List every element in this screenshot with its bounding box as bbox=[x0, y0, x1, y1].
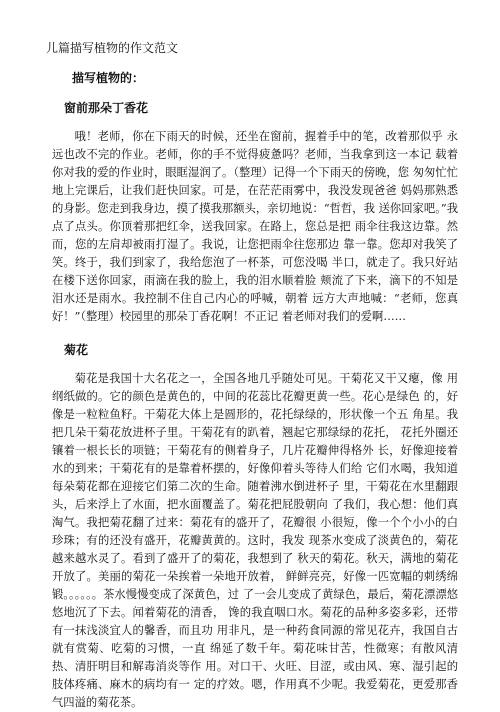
essay-title-lilac: 窗前那朵丁香花 bbox=[64, 101, 149, 115]
section-spacer bbox=[52, 326, 458, 342]
essay-body-lilac: 哦！老师，你在下雨天的时候，还坐在窗前，握着手中的笔，改着那似乎 永远也改不完的作业。老师，你的手不觉得疲惫吗？老师，当我拿到这一本记 载着你对我的爱的作业时，眼眶湿润了。（整理）记得一个下雨天的傍晚，您 匆匆忙忙地上完课后，让我们赶快回家。可是，在茫茫雨雾中，我没发现爸爸 妈妈那熟悉的身影。您走到我身边，摸了摸我那额头，亲切地说：“哲哲，我 送你回家吧。”我点了点头。你顶着那把红伞，送我回家。在路上，您总是把 雨伞往我这边靠。然而，您的左肩却被雨打湿了。我说，让您把雨伞往您那边 靠一靠。您却对我笑了笑。终于，我们到家了，我给您泡了一杯茶，可您没喝 半口，就走了。我只好站在楼下送你回家，雨滴在我的脸上，我的泪水顺着脸 颊流了下来，滴下的不知是泪水还是雨水。我控制不住自己内心的呼喊，朝着 远方大声地喊：“老师，您真好！”（整理）校园里的那朵丁香花啊！不正记 着老师对我们的爱啊…… bbox=[52, 130, 458, 323]
essay-title-chrysanthemum: 菊花 bbox=[64, 343, 89, 357]
section-heading: 描写植物的： bbox=[72, 71, 145, 85]
essay-body-chrysanthemum: 菊花是我国十大名花之一，全国各地几乎随处可见。干菊花又干又瘪，像 用纲纸做的。它的颜色是黄色的，中间的花蕊比花瓣更黄一些。花心是绿色 的，好像是一粒粒鱼籽。干菊花大体上是圆形的，花托绿绿的，形状像一个五 角星。我把几朵干菊花放进杯子里。干菊花有的趴着，翘起它那绿绿的花托， 花托外圈还镶着一根长长的项链；干菊花有的侧着身子，几片花瓣伸得格外 长，好像迎接着水的到来；干菊花有的是靠着杯摆的，好像仰着头等待人们给 它们水喝，我知道每朵菊花都在迎接它们第二次的生命。随着沸水倒进杯子 里，干菊花在水里翻跟头，后来浮上了水面，把水面覆盖了。菊花把屁股朝向 了我们，我心想：他们真淘气。我把菊花翻了过来：菊花有的盛开了，花瓣很 小很短，像一个个小小的白珍珠；有的还没有盛开，花瓣黄黄的。这时，我发 现茶水变成了淡黄色的，菊花越来越水灵了。看到了盛开了的菊花，我想到了 秋天的菊花。秋天，满地的菊花开放了。美丽的菊花一朵挨着一朵地开放着， 鲜鲜亮亮，好像一匹宽幅的刺绣绵锻。。。。。。茶水慢慢变成了深黄色，过 了一会儿变成了黄绿色，最后，菊花漂漂悠悠地沉了下去。闻着菊花的清香， 馋的我直咽口水。菊花的品种多姿多彩，还带有一抹浅淡宜人的馨香，而且功 用非凡，是一种药食同源的常见花卉，我国自古就有赏菊、吃菊的习惯，一直 绵延了数千年。菊花味甘苦，性微寒；有散风清热、清肝明目和解毒消炎等作 用。对口干、火旺、目涩，或由风、寒、湿引起的肢体疼痛、麻木的病均有一 定的疗效。嗯，作用真不少呢。我爱菊花，更爱那香气四溢的菊花茶。 bbox=[52, 372, 458, 709]
document-title: 儿篇描写植物的作文范文 bbox=[46, 41, 179, 55]
